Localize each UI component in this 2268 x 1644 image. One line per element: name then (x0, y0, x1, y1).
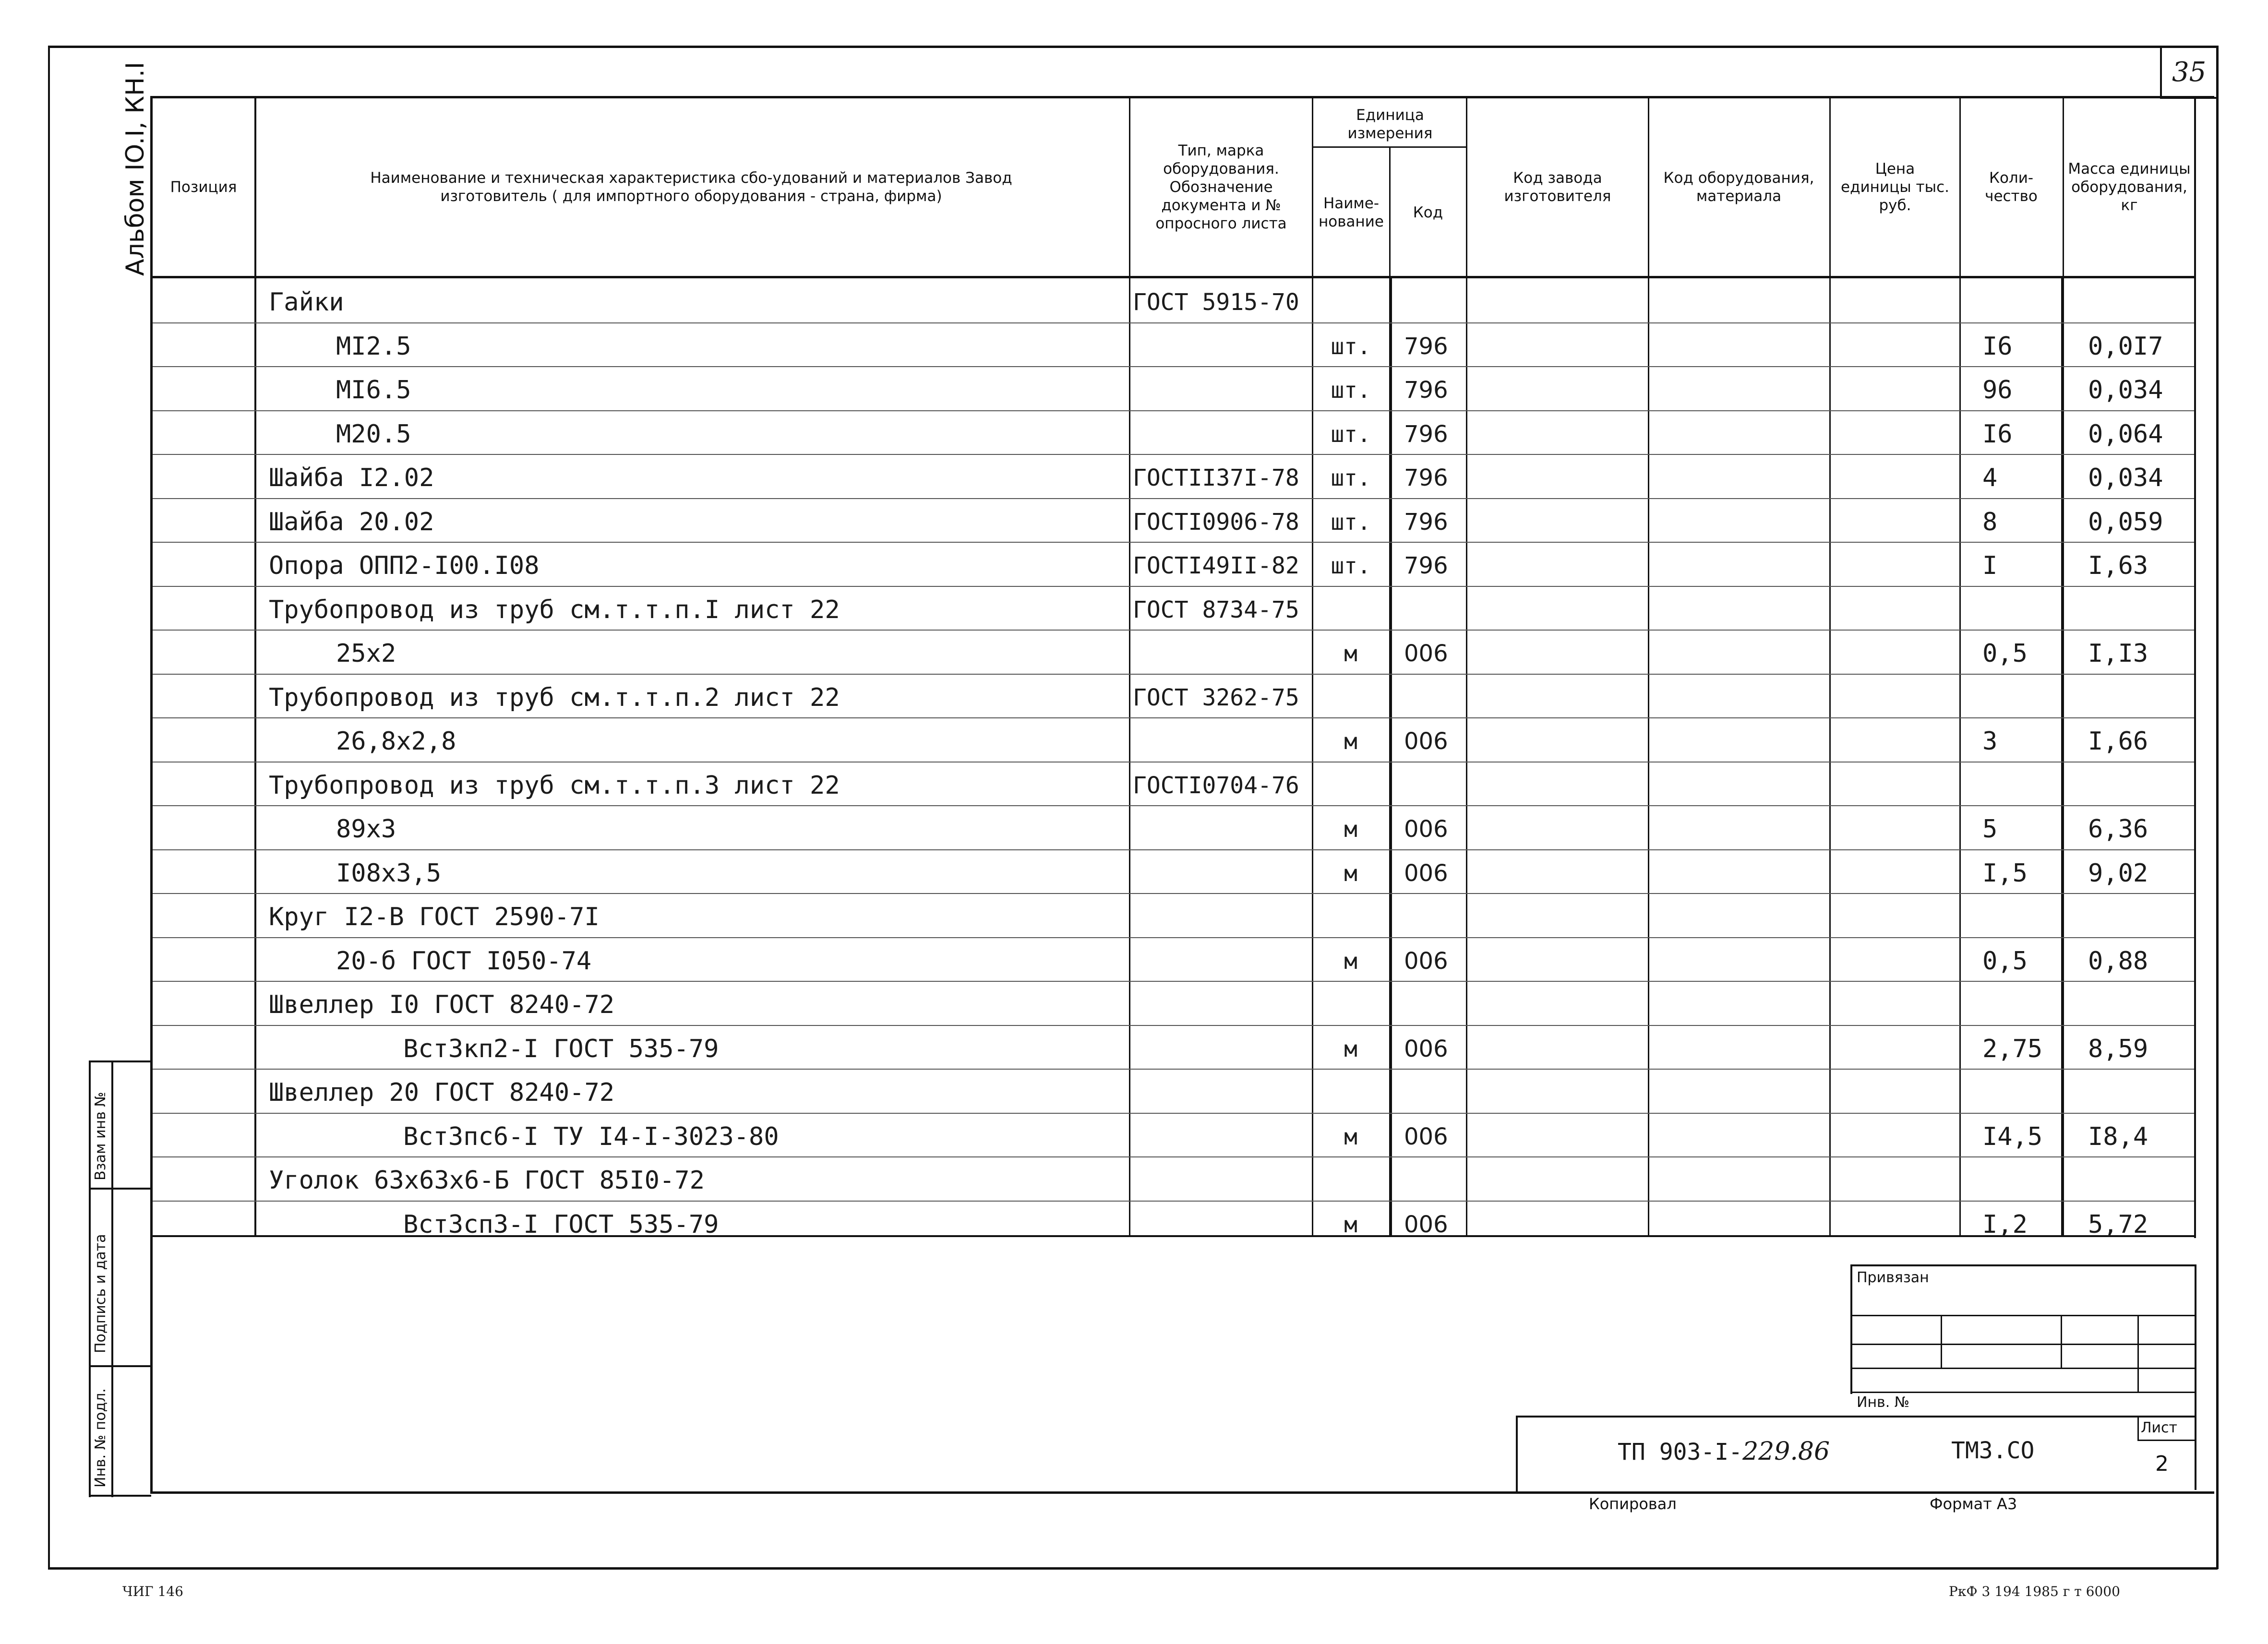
row-mass: 6,36 (2088, 815, 2148, 844)
row-divider (153, 454, 2194, 455)
row-unit: м (1344, 948, 1357, 974)
row-name: Швеллер I0 ГОСТ 8240-72 (269, 990, 615, 1019)
format-label: Формат А3 (1930, 1495, 2017, 1513)
row-code: 006 (1404, 947, 1448, 975)
row-code: 006 (1404, 1035, 1448, 1062)
row-code: 006 (1404, 728, 1448, 755)
row-divider (153, 1069, 2194, 1070)
row-code: 006 (1404, 1123, 1448, 1150)
row-code: 006 (1404, 640, 1448, 667)
row-name: M20.5 (336, 419, 411, 449)
row-unit: м (1344, 1036, 1357, 1062)
row-mass: 0,064 (2088, 419, 2163, 449)
row-unit: м (1344, 1123, 1357, 1150)
header-unit-code: Код (1413, 203, 1443, 221)
row-divider (153, 322, 2194, 323)
row-name: Круг I2-B ГОСТ 2590-7I (269, 903, 600, 931)
row-name: 25x2 (336, 639, 396, 668)
row-divider (153, 1113, 2194, 1114)
row-doc: ГОСТI0906-78 (1133, 508, 1299, 536)
row-name: Шайба 20.02 (269, 507, 434, 536)
row-name: MI2.5 (336, 332, 411, 361)
header-unit-group: Единица измерения (1347, 107, 1433, 142)
row-divider (153, 1201, 2194, 1202)
row-divider (153, 542, 2194, 543)
row-name: ВстЗкп2-I ГОСТ 535-79 (403, 1034, 719, 1063)
side-signature-date: Подпись и дата (92, 1234, 109, 1353)
album-label: Альбом IO.I, КН.I (121, 61, 150, 276)
stamp-sheet-number: 2 (2155, 1452, 2169, 1476)
row-qty: 0,5 (1982, 946, 2028, 976)
row-code: 796 (1404, 508, 1448, 536)
row-mass: 5,72 (2088, 1210, 2148, 1239)
row-unit: шт. (1331, 421, 1371, 447)
row-divider (153, 981, 2194, 982)
row-name: I08x3,5 (336, 858, 442, 888)
stamp-sheet-label: Лист (2141, 1419, 2178, 1436)
row-name: 20-б ГОСТ I050-74 (336, 946, 592, 976)
header-position: Позиция (170, 179, 237, 196)
row-unit: шт. (1331, 509, 1371, 535)
row-mass: 9,02 (2088, 858, 2148, 888)
row-mass: I,63 (2088, 551, 2148, 580)
row-divider (153, 630, 2194, 631)
row-divider (153, 805, 2194, 806)
page-number: 35 (2172, 57, 2207, 88)
header-mass: Масса единицы оборудования, кг (2068, 160, 2191, 214)
row-code: 796 (1404, 420, 1448, 448)
stamp-inv-no: Инв. № (1857, 1394, 1910, 1411)
row-divider (153, 1025, 2194, 1026)
row-name: ВстЗсп3-I ГОСТ 535-79 (403, 1210, 719, 1239)
header-unit-name: Наиме-нование (1319, 194, 1384, 230)
side-inv-orig: Инв. № подл. (92, 1388, 109, 1488)
designation-handwritten: 229.86 (1742, 1437, 1830, 1466)
header-type: Тип, марка оборудования. Обозначение документа и № опросного листа (1155, 142, 1287, 232)
row-code: 796 (1404, 377, 1448, 404)
row-divider (153, 893, 2194, 894)
row-name: Уголок 63x63x6-Б ГОСТ 85I0-72 (269, 1166, 705, 1195)
row-unit: м (1344, 641, 1357, 667)
row-name: 26,8x2,8 (336, 727, 456, 756)
row-name: Опора ОПП2-I00.I08 (269, 551, 540, 580)
row-name: Гайки (269, 288, 344, 317)
row-divider (153, 1156, 2194, 1157)
stamp-bound: Привязан (1857, 1269, 1929, 1286)
row-mass: 0,034 (2088, 376, 2163, 405)
row-name: Трубопровод из труб см.т.т.п.I лист 22 (269, 595, 840, 624)
row-doc: ГОСТ 3262-75 (1133, 684, 1299, 711)
row-name: Швеллер 20 ГОСТ 8240-72 (269, 1078, 615, 1107)
footer-right: РкФ 3 194 1985 г т 6000 (1949, 1584, 2120, 1599)
row-qty: 2,75 (1982, 1034, 2043, 1063)
row-mass: 0,059 (2088, 507, 2163, 536)
row-qty: 96 (1982, 376, 2013, 405)
row-mass: I8,4 (2088, 1122, 2148, 1151)
row-doc: ГОСТII37I-78 (1133, 465, 1299, 491)
row-doc: ГОСТ 5915-70 (1133, 289, 1299, 316)
header-factory-code: Код завода изготовителя (1504, 169, 1611, 205)
row-mass: I,66 (2088, 727, 2148, 756)
row-doc: ГОСТ 8734-75 (1133, 596, 1299, 623)
row-qty: I6 (1982, 332, 2013, 361)
row-qty: 4 (1982, 464, 1998, 492)
row-code: 796 (1404, 465, 1448, 491)
designation-prefix: ТП 903-I- (1618, 1439, 1743, 1465)
row-name: Трубопровод из труб см.т.т.п.3 лист 22 (269, 771, 840, 800)
row-code: 006 (1404, 859, 1448, 887)
footer-left: ЧИГ 146 (122, 1584, 183, 1599)
row-code: 006 (1404, 1211, 1448, 1238)
copied-label: Копировал (1589, 1495, 1677, 1513)
row-name: Шайба I2.02 (269, 464, 434, 492)
row-divider (153, 586, 2194, 587)
row-qty: I,2 (1982, 1210, 2028, 1239)
row-divider (153, 937, 2194, 938)
row-code: 796 (1404, 552, 1448, 579)
side-swap-inv: Взам инв № (92, 1092, 109, 1180)
header-price: Цена единицы тыс. руб. (1841, 160, 1949, 214)
row-mass: 0,88 (2088, 946, 2148, 976)
header-equipment-code: Код оборудования, материала (1663, 169, 1814, 205)
row-divider (153, 498, 2194, 499)
designation-code: ТМЗ.СО (1951, 1437, 2035, 1464)
row-code: 006 (1404, 816, 1448, 843)
row-mass: 8,59 (2088, 1034, 2148, 1063)
row-qty: I,5 (1982, 858, 2028, 888)
row-divider (153, 410, 2194, 411)
row-qty: 3 (1982, 727, 1998, 756)
header-quantity: Коли-чество (1985, 169, 2038, 205)
row-unit: м (1344, 860, 1357, 886)
row-qty: 5 (1982, 815, 1998, 844)
row-code: 796 (1404, 333, 1448, 360)
row-qty: 8 (1982, 507, 1998, 536)
row-doc: ГОСТI49II-82 (1133, 552, 1299, 579)
header-name: Наименование и техническая характеристика сбо-удований и материалов Завод изготовитель ( для импортного оборудования - страна, фирма) (370, 169, 1012, 205)
row-divider (153, 849, 2194, 850)
row-divider (153, 717, 2194, 718)
row-unit: шт. (1331, 553, 1371, 579)
row-unit: шт. (1331, 377, 1371, 403)
row-unit: м (1344, 1211, 1357, 1238)
row-mass: I,I3 (2088, 639, 2148, 668)
row-unit: шт. (1331, 465, 1371, 491)
row-mass: 0,0I7 (2088, 332, 2163, 361)
row-name: 89x3 (336, 815, 396, 844)
row-qty: I6 (1982, 419, 2013, 449)
row-unit: м (1344, 816, 1357, 842)
row-doc: ГОСТI0704-76 (1133, 772, 1299, 799)
row-qty: 0,5 (1982, 639, 2028, 668)
designation (1618, 1437, 1830, 1466)
row-name: Трубопровод из труб см.т.т.п.2 лист 22 (269, 683, 840, 712)
row-divider (153, 366, 2194, 367)
row-unit: м (1344, 728, 1357, 754)
row-qty: I4,5 (1982, 1122, 2043, 1151)
row-unit: шт. (1331, 333, 1371, 359)
row-qty: I (1982, 551, 1998, 580)
row-mass: 0,034 (2088, 464, 2163, 492)
row-name: ВстЗпс6-I ТУ I4-I-3023-80 (403, 1122, 779, 1151)
row-divider (153, 674, 2194, 675)
row-name: MI6.5 (336, 376, 411, 405)
